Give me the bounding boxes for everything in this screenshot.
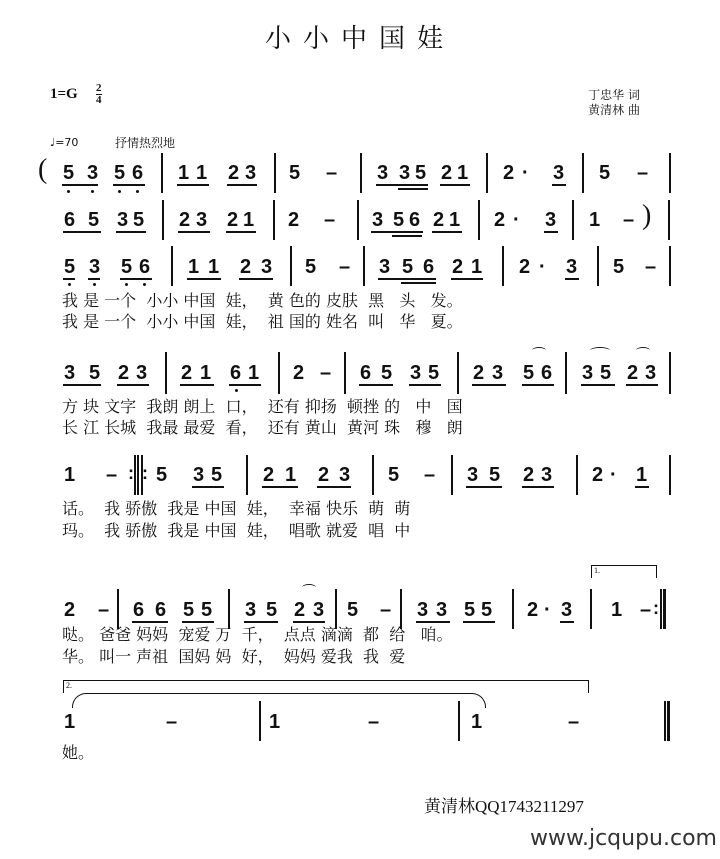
barline bbox=[273, 200, 275, 240]
low-dot bbox=[93, 283, 96, 286]
song-title: 小小中国娃 bbox=[264, 24, 455, 54]
slur bbox=[532, 347, 546, 354]
barline bbox=[512, 589, 514, 629]
lyrics-verse-1: 我 是 一个 小小 中国 娃， 黄 色的 皮肤 黑 头 发。 bbox=[62, 291, 463, 310]
note: – bbox=[637, 162, 649, 184]
underline bbox=[88, 278, 100, 280]
note: 2 bbox=[263, 464, 275, 486]
note: – bbox=[166, 711, 178, 733]
barline bbox=[486, 153, 488, 193]
note: 6 bbox=[132, 162, 144, 184]
dot-extension: · bbox=[610, 464, 617, 486]
note: 6 bbox=[64, 209, 76, 231]
barline-thick bbox=[137, 455, 139, 495]
underline bbox=[63, 278, 75, 280]
underline bbox=[132, 621, 168, 623]
volta-second-ending: 2. bbox=[63, 680, 589, 693]
close-paren: ) bbox=[642, 200, 652, 231]
barline bbox=[360, 153, 362, 193]
barline bbox=[171, 246, 173, 286]
note: 1 bbox=[589, 209, 601, 231]
underline bbox=[359, 384, 393, 386]
underline bbox=[120, 278, 152, 280]
barline bbox=[669, 455, 671, 495]
lyrics-verse-1: 方 块 文字 我朗 朗上 口， 还有 抑扬 顿挫 的 中 国 bbox=[62, 397, 463, 416]
underline bbox=[262, 486, 298, 488]
note: 3 bbox=[117, 209, 129, 231]
note: 2 bbox=[503, 162, 515, 184]
note: 6 bbox=[230, 362, 242, 384]
note: 2 bbox=[433, 209, 445, 231]
volta-first-ending: 1. bbox=[591, 565, 657, 578]
lyricist-credit: 丁忠华 词 bbox=[588, 88, 640, 102]
underline bbox=[113, 184, 145, 186]
underline bbox=[239, 278, 273, 280]
barline bbox=[400, 589, 402, 629]
note: 3 bbox=[339, 464, 351, 486]
note: 2 bbox=[118, 362, 130, 384]
note: 2 bbox=[288, 209, 300, 231]
note: 3 bbox=[566, 256, 578, 278]
low-dot bbox=[125, 283, 128, 286]
note: – bbox=[106, 464, 118, 486]
note: 2 bbox=[227, 209, 239, 231]
note: 5 bbox=[88, 209, 100, 231]
dot-extension: · bbox=[513, 209, 520, 231]
note: 1 bbox=[457, 162, 469, 184]
low-dot bbox=[68, 283, 71, 286]
note: 3 bbox=[492, 362, 504, 384]
underline bbox=[440, 184, 470, 186]
repeat-dots: : bbox=[142, 463, 148, 483]
note: – bbox=[98, 599, 110, 621]
underline bbox=[378, 278, 436, 280]
note: 2 bbox=[519, 256, 531, 278]
note: 5 bbox=[63, 162, 75, 184]
low-dot bbox=[235, 389, 238, 392]
barline bbox=[478, 200, 480, 240]
note: – bbox=[339, 256, 351, 278]
tie bbox=[72, 693, 486, 708]
note: 5 bbox=[428, 362, 440, 384]
note: 3 bbox=[87, 162, 99, 184]
note: 3 bbox=[313, 599, 325, 621]
underline bbox=[63, 384, 101, 386]
dot-extension: · bbox=[544, 599, 551, 621]
note: 5 bbox=[481, 599, 493, 621]
note: 2 bbox=[452, 256, 464, 278]
dot-extension: · bbox=[522, 162, 529, 184]
barline bbox=[660, 589, 662, 629]
lyrics-verse-1: 哒。 爸爸 妈妈 宠爱 万 千， 点点 滴滴 都 给 咱。 bbox=[62, 625, 453, 644]
underline bbox=[376, 184, 428, 186]
note: – bbox=[568, 711, 580, 733]
underline bbox=[432, 231, 462, 233]
final-barline bbox=[664, 701, 666, 741]
note: 2 bbox=[441, 162, 453, 184]
note: 5 bbox=[402, 256, 414, 278]
note: 5 bbox=[121, 256, 133, 278]
author-contact: 黄清林QQ1743211297 bbox=[424, 797, 584, 816]
underline bbox=[177, 184, 209, 186]
note: 3 bbox=[89, 256, 101, 278]
barline bbox=[357, 200, 359, 240]
note: 6 bbox=[133, 599, 145, 621]
barline bbox=[590, 589, 592, 629]
underline bbox=[451, 278, 483, 280]
note: 3 bbox=[436, 599, 448, 621]
note: 5 bbox=[133, 209, 145, 231]
underline bbox=[62, 184, 98, 186]
note: 5 bbox=[599, 162, 611, 184]
note: 1 bbox=[178, 162, 190, 184]
barline bbox=[165, 352, 167, 394]
note: – bbox=[623, 209, 635, 231]
underline bbox=[560, 621, 574, 623]
underline bbox=[371, 231, 423, 233]
note: – bbox=[640, 599, 652, 621]
underline bbox=[565, 278, 579, 280]
barline bbox=[290, 246, 292, 286]
note: 6 bbox=[409, 209, 421, 231]
note: 1 bbox=[449, 209, 461, 231]
barline bbox=[278, 352, 280, 394]
note: 1 bbox=[196, 162, 208, 184]
time-signature bbox=[96, 83, 102, 106]
lyrics-verse-2: 长 江 长城 我最 最爱 看， 还有 黄山 黄河 珠 穆 朗 bbox=[62, 418, 463, 437]
note: 5 bbox=[388, 464, 400, 486]
note: 1 bbox=[471, 256, 483, 278]
underline bbox=[63, 231, 101, 233]
lyrics-verse-1: 话。 我 骄傲 我是 中国 娃， 幸福 快乐 萌 萌 bbox=[62, 499, 411, 518]
note: 3 bbox=[196, 209, 208, 231]
low-dot bbox=[67, 190, 70, 193]
barline bbox=[502, 246, 504, 286]
note: 1 bbox=[285, 464, 297, 486]
underline bbox=[544, 231, 558, 233]
time-sig-top: 2 bbox=[96, 82, 102, 94]
note: – bbox=[320, 362, 332, 384]
note: 5 bbox=[523, 362, 535, 384]
lyrics-verse-1: 她。 bbox=[62, 743, 95, 762]
note: 2 bbox=[228, 162, 240, 184]
barline bbox=[457, 352, 459, 394]
note: 2 bbox=[240, 256, 252, 278]
note: 5 bbox=[613, 256, 625, 278]
barline bbox=[565, 352, 567, 394]
note: 2 bbox=[294, 599, 306, 621]
barline bbox=[451, 455, 453, 495]
note: 3 bbox=[545, 209, 557, 231]
note: 2 bbox=[592, 464, 604, 486]
repeat-start-sign: : bbox=[128, 463, 134, 483]
note: 3 bbox=[245, 599, 257, 621]
underline bbox=[117, 384, 149, 386]
barline bbox=[669, 153, 671, 193]
note: 3 bbox=[245, 162, 257, 184]
lyrics-verse-2: 我 是 一个 小小 中国 娃， 祖 国的 姓名 叫 华 夏。 bbox=[62, 312, 463, 331]
barline bbox=[134, 455, 136, 495]
note: 5 bbox=[114, 162, 126, 184]
note: 3 bbox=[582, 362, 594, 384]
note: 2 bbox=[318, 464, 330, 486]
note: 3 bbox=[410, 362, 422, 384]
final-barline-thick bbox=[667, 701, 670, 741]
note: 5 bbox=[489, 464, 501, 486]
note: 1 bbox=[64, 711, 76, 733]
note: 2 bbox=[293, 362, 305, 384]
low-dot bbox=[143, 283, 146, 286]
underline bbox=[552, 184, 566, 186]
note: 1 bbox=[243, 209, 255, 231]
lyrics-verse-2: 华。 叫一 声祖 国妈 妈 好， 妈妈 爱我 我 爱 bbox=[62, 647, 406, 666]
note: 1 bbox=[471, 711, 483, 733]
underline bbox=[293, 621, 325, 623]
composer-credit: 黄清林 曲 bbox=[588, 103, 640, 117]
expression-marking: 抒情热烈地 bbox=[115, 136, 176, 150]
barline bbox=[576, 455, 578, 495]
underline bbox=[581, 384, 615, 386]
barline bbox=[274, 153, 276, 193]
note: 3 bbox=[541, 464, 553, 486]
slur bbox=[590, 347, 610, 354]
note: 5 bbox=[156, 464, 168, 486]
credits bbox=[588, 88, 640, 118]
slur bbox=[636, 347, 650, 354]
underline bbox=[116, 231, 146, 233]
double-underline bbox=[401, 282, 436, 284]
underline bbox=[522, 384, 554, 386]
note: 6 bbox=[155, 599, 167, 621]
barline bbox=[582, 153, 584, 193]
note: 5 bbox=[201, 599, 213, 621]
note: 6 bbox=[423, 256, 435, 278]
note: 5 bbox=[64, 256, 76, 278]
note: 1 bbox=[611, 599, 623, 621]
note: 1 bbox=[64, 464, 76, 486]
barline bbox=[335, 589, 337, 629]
underline bbox=[227, 184, 257, 186]
barline bbox=[363, 246, 365, 286]
note: 3 bbox=[645, 362, 657, 384]
tempo-marking: ♩=70 bbox=[50, 136, 79, 149]
barline bbox=[246, 455, 248, 495]
note: 1 bbox=[269, 711, 281, 733]
note: 5 bbox=[183, 599, 195, 621]
barline bbox=[344, 352, 346, 394]
underline bbox=[317, 486, 351, 488]
note: – bbox=[326, 162, 338, 184]
underline bbox=[192, 486, 224, 488]
double-underline bbox=[398, 188, 428, 190]
note: 2 bbox=[627, 362, 639, 384]
underline bbox=[416, 621, 450, 623]
note: 3 bbox=[377, 162, 389, 184]
barline bbox=[572, 200, 574, 240]
note: 1 bbox=[636, 464, 648, 486]
underline bbox=[182, 621, 214, 623]
note: 5 bbox=[415, 162, 427, 184]
website-watermark: www.jcqupu.com bbox=[530, 826, 717, 851]
underline bbox=[180, 384, 214, 386]
note: 2 bbox=[181, 362, 193, 384]
note: 1 bbox=[248, 362, 260, 384]
note: – bbox=[645, 256, 657, 278]
note: 5 bbox=[600, 362, 612, 384]
underline bbox=[626, 384, 658, 386]
barline bbox=[669, 352, 671, 394]
note: 3 bbox=[553, 162, 565, 184]
note: 3 bbox=[261, 256, 273, 278]
underline bbox=[178, 231, 210, 233]
note: 6 bbox=[541, 362, 553, 384]
repeat-end-dots: : bbox=[653, 598, 659, 618]
barline bbox=[458, 701, 460, 741]
note: – bbox=[424, 464, 436, 486]
note: 5 bbox=[347, 599, 359, 621]
note: 3 bbox=[379, 256, 391, 278]
note: 5 bbox=[89, 362, 101, 384]
barline bbox=[668, 200, 670, 240]
note: 1 bbox=[200, 362, 212, 384]
note: 5 bbox=[289, 162, 301, 184]
barline bbox=[669, 246, 671, 286]
note: 2 bbox=[473, 362, 485, 384]
barline bbox=[117, 589, 119, 629]
underline bbox=[244, 621, 278, 623]
note: 3 bbox=[372, 209, 384, 231]
underline bbox=[635, 486, 649, 488]
note: 5 bbox=[393, 209, 405, 231]
note: 6 bbox=[139, 256, 151, 278]
note: 3 bbox=[467, 464, 479, 486]
note: – bbox=[368, 711, 380, 733]
time-sig-bottom: 4 bbox=[96, 94, 102, 106]
barline bbox=[259, 701, 261, 741]
note: 3 bbox=[136, 362, 148, 384]
barline-thick bbox=[663, 589, 666, 629]
note: 3 bbox=[561, 599, 573, 621]
note: 1 bbox=[208, 256, 220, 278]
note: 5 bbox=[211, 464, 223, 486]
underline bbox=[522, 486, 554, 488]
note: 2 bbox=[179, 209, 191, 231]
open-paren: ( bbox=[38, 154, 48, 185]
barline bbox=[228, 589, 230, 629]
key-signature: 1=G bbox=[50, 86, 78, 102]
note: – bbox=[380, 599, 392, 621]
underline bbox=[472, 384, 506, 386]
note: 1 bbox=[188, 256, 200, 278]
note: 3 bbox=[193, 464, 205, 486]
barline bbox=[372, 455, 374, 495]
low-dot bbox=[118, 190, 121, 193]
underline bbox=[187, 278, 221, 280]
note: 3 bbox=[417, 599, 429, 621]
note: 3 bbox=[64, 362, 76, 384]
barline bbox=[161, 153, 163, 193]
barline bbox=[597, 246, 599, 286]
note: – bbox=[324, 209, 336, 231]
lyrics-verse-2: 玛。 我 骄傲 我是 中国 娃， 唱歌 就爱 唱 中 bbox=[62, 521, 411, 540]
double-underline bbox=[392, 235, 422, 237]
underline bbox=[226, 231, 256, 233]
dot-extension: · bbox=[539, 256, 546, 278]
note: 5 bbox=[305, 256, 317, 278]
note: 5 bbox=[381, 362, 393, 384]
note: 2 bbox=[494, 209, 506, 231]
note: 5 bbox=[266, 599, 278, 621]
note: 6 bbox=[360, 362, 372, 384]
note: 5 bbox=[464, 599, 476, 621]
note: 2 bbox=[527, 599, 539, 621]
note: 2 bbox=[64, 599, 76, 621]
underline bbox=[229, 384, 261, 386]
underline bbox=[409, 384, 441, 386]
slur bbox=[302, 584, 316, 591]
note: 3 bbox=[399, 162, 411, 184]
underline bbox=[463, 621, 495, 623]
low-dot bbox=[91, 190, 94, 193]
note: 2 bbox=[523, 464, 535, 486]
underline bbox=[466, 486, 502, 488]
low-dot bbox=[136, 190, 139, 193]
barline bbox=[162, 200, 164, 240]
